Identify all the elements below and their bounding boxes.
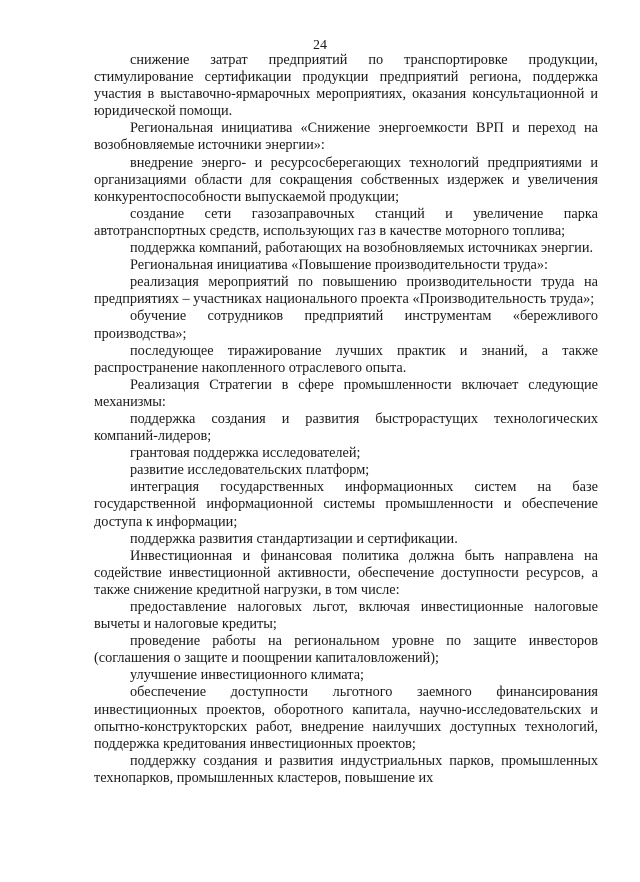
paragraph: поддержка создания и развития быстрорастущих технологических компаний-лидеров; xyxy=(94,410,598,445)
paragraph: Инвестиционная и финансовая политика должна быть направлена на содействие инвестиционной активности, обеспечение доступности ресурсов, а также снижение кредитной нагрузки, в том числе: xyxy=(94,547,598,598)
paragraph: обучение сотрудников предприятий инструментам «бережливого производства»; xyxy=(94,308,598,342)
body-text xyxy=(94,52,598,787)
paragraph: развитие исследовательских платформ; xyxy=(130,462,370,479)
paragraph: поддержку создания и развития индустриальных парков, промышленных технопарков, промышленных кластеров, повышение их xyxy=(94,752,598,786)
paragraph: снижение затрат предприятий по транспортировке продукции, стимулирование сертификации продукции предприятий региона, поддержка участия в выставочно-ярмарочных мероприятиях, оказания консультационной и юридической помощи. xyxy=(94,52,598,120)
paragraph: Региональная инициатива «Повышение производительности труда»: xyxy=(130,257,549,274)
paragraph: внедрение энерго- и ресурсосберегающих технологий предприятиями и организациями области для сокращения собственных издержек и увеличения конкурентоспособности выпускаемой продукции; xyxy=(94,154,598,205)
paragraph: проведение работы на региональном уровне по защите инвесторов (соглашения о защите и поощрении капиталовложений); xyxy=(94,633,598,667)
paragraph: поддержка компаний, работающих на возобновляемых источниках энергии. xyxy=(130,240,594,257)
paragraph: предоставление налоговых льгот, включая инвестиционные налоговые вычеты и налоговые кредиты; xyxy=(94,599,598,633)
paragraph: поддержка развития стандартизации и сертификации. xyxy=(130,530,458,547)
paragraph: Региональная инициатива «Снижение энергоемкости ВРП и переход на возобновляемые источники энергии»: xyxy=(94,120,598,154)
paragraph: интеграция государственных информационных систем на базе государственной информационной системы промышленности и обеспечение доступа к информации; xyxy=(94,479,598,530)
paragraph: последующее тиражирование лучших практик и знаний, а также распространение накопленного отраслевого опыта. xyxy=(94,342,598,376)
paragraph: грантовая поддержка исследователей; xyxy=(130,445,361,462)
paragraph: реализация мероприятий по повышению производительности труда на предприятиях – участниках национального проекта «Производительность труда»; xyxy=(94,274,598,308)
paragraph: Реализация Стратегии в сфере промышленности включает следующие механизмы: xyxy=(94,376,598,410)
page-number: 24 xyxy=(313,38,327,53)
paragraph: улучшение инвестиционного климата; xyxy=(130,667,365,684)
paragraph: создание сети газозаправочных станций и увеличение парка автотранспортных средств, использующих газ в качестве моторного топлива; xyxy=(94,205,598,239)
paragraph: обеспечение доступности льготного заемного финансирования инвестиционных проектов, оборотного капитала, научно-исследовательских и опытно-конструкторских работ, внедрение наилучших доступных технологий, поддержка кредитования инвестиционных проектов; xyxy=(94,684,598,752)
